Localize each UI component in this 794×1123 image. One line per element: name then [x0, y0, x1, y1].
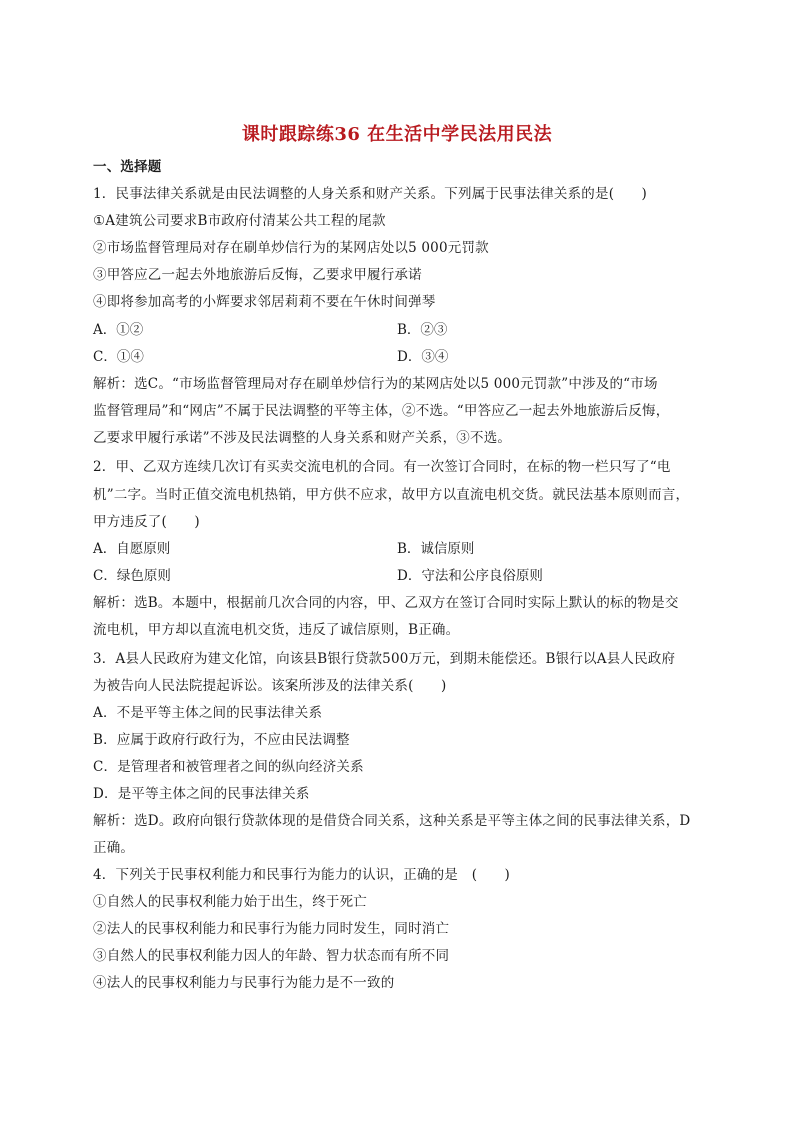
- q2-option-b: B．诚信原则: [397, 541, 475, 557]
- q1-option-c: C．①④: [93, 349, 144, 365]
- section-heading: 一、选择题: [93, 159, 162, 175]
- q2-stem-line-2: 机”二字。当时正值交流电机热销，甲方供不应求，故甲方以直流电机交货。就民法基本原则而言，: [93, 487, 690, 503]
- q1-analysis-line-3: 乙要求甲履行承诺”不涉及民法调整的人身关系和财产关系，③不选。: [93, 430, 512, 446]
- q4-item-3: ③自然人的民事权利能力因人的年龄、智力状态而有所不同: [93, 948, 450, 964]
- q2-stem-line-3: 甲方违反了( ): [93, 514, 200, 530]
- q3-analysis-line-1: 解析：选D。政府向银行贷款体现的是借贷合同关系，这种关系是平等主体之间的民事法律关系，D: [93, 813, 691, 829]
- q1-stem: 1．民事法律关系就是由民法调整的人身关系和财产关系。下列属于民事法律关系的是( ): [93, 186, 648, 202]
- q3-option-d: D．是平等主体之间的民事法律关系: [93, 786, 310, 802]
- q1-option-d: D．③④: [397, 349, 449, 365]
- q1-option-b: B．②③: [397, 322, 448, 338]
- q1-item-3: ③甲答应乙一起去外地旅游后反悔，乙要求甲履行承诺: [93, 267, 422, 283]
- q1-item-2: ②市场监督管理局对存在刷单炒信行为的某网店处以5 000元罚款: [93, 240, 489, 256]
- q2-analysis-line-2: 流电机，甲方却以直流电机交货，违反了诚信原则，B正确。: [93, 622, 460, 638]
- q1-item-4: ④即将参加高考的小辉要求邻居莉莉不要在午休时间弹琴: [93, 294, 436, 310]
- q4-item-4: ④法人的民事权利能力与民事行为能力是不一致的: [93, 975, 395, 991]
- q1-option-a: A．①②: [93, 322, 144, 338]
- q1-analysis-line-2: 监督管理局”和“网店”不属于民法调整的平等主体，②不选。“甲答应乙一起去外地旅游后反悔，: [93, 403, 670, 419]
- q2-option-a: A．自愿原则: [93, 541, 171, 557]
- q3-stem-line-2: 为被告向人民法院提起诉讼。该案所涉及的法律关系( ): [93, 678, 447, 694]
- q3-option-a: A．不是平等主体之间的民事法律关系: [93, 705, 323, 721]
- q2-option-c: C．绿色原则: [93, 568, 171, 584]
- q2-stem-line-1: 2．甲、乙双方连续几次订有买卖交流电机的合同。有一次签订合同时，在标的物一栏只写了“电: [93, 459, 671, 475]
- q4-item-2: ②法人的民事权利能力和民事行为能力同时发生，同时消亡: [93, 921, 450, 937]
- q4-item-1: ①自然人的民事权利能力始于出生，终于死亡: [93, 894, 367, 910]
- q3-option-b: B．应属于政府行政行为，不应由民法调整: [93, 732, 350, 748]
- page-title: 课时跟踪练36 在生活中学民法用民法: [241, 124, 553, 145]
- q3-analysis-line-2: 正确。: [93, 840, 135, 856]
- q2-analysis-line-1: 解析：选B。本题中，根据前几次合同的内容，甲、乙双方在签订合同时实际上默认的标的物是交: [93, 595, 679, 611]
- q4-stem: 4．下列关于民事权利能力和民事行为能力的认识，正确的是 ( ): [93, 867, 511, 883]
- q2-option-d: D．守法和公序良俗原则: [397, 568, 543, 584]
- q3-stem-line-1: 3．A县人民政府为建文化馆，向该县B银行贷款500万元，到期未能偿还。B银行以A县人民政府: [93, 651, 676, 667]
- q1-item-1: ①A建筑公司要求B市政府付清某公共工程的尾款: [93, 213, 386, 229]
- q1-analysis-line-1: 解析：选C。“市场监督管理局对存在刷单炒信行为的某网店处以5 000元罚款”中涉及的“市场: [93, 376, 658, 392]
- q3-option-c: C．是管理者和被管理者之间的纵向经济关系: [93, 759, 364, 775]
